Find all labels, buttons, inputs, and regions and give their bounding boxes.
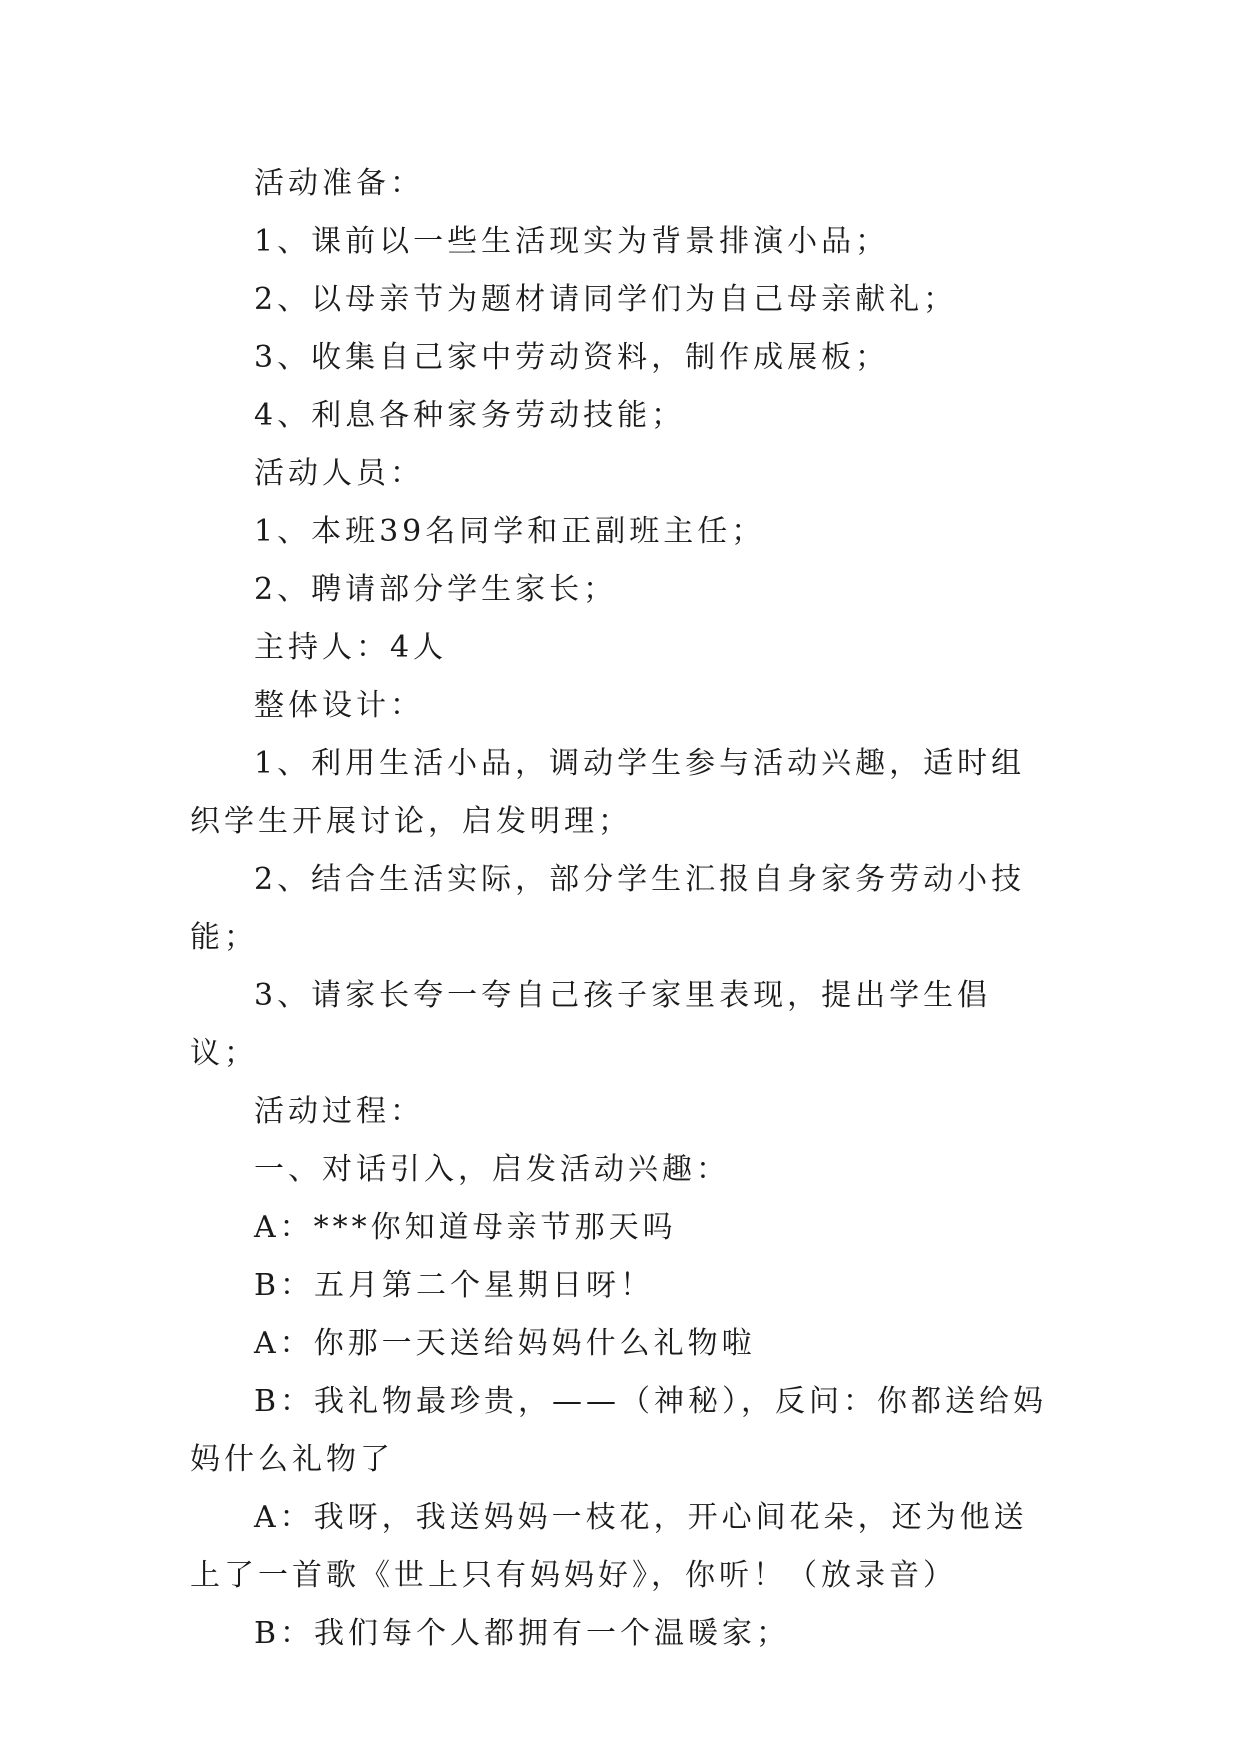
section-heading-preparation: 活动准备：: [254, 166, 424, 201]
dialogue-line: A：***你知道母亲节那天吗: [254, 1210, 677, 1245]
list-item: 2、聘请部分学生家长；: [254, 572, 618, 607]
dialogue-line: B：五月第二个星期日呀！: [254, 1268, 655, 1303]
dialogue-line: B：我礼物最珍贵，——（神秘），反问：你都送给妈妈什么礼物了: [190, 1384, 1048, 1477]
list-item: 3、请家长夸一夸自己孩子家里表现，提出学生倡议；: [190, 978, 992, 1071]
section-heading-design: 整体设计：: [254, 688, 424, 723]
list-item: 2、以母亲节为题材请同学们为自己母亲献礼；: [254, 282, 958, 317]
section-heading-process: 活动过程：: [254, 1094, 424, 1129]
list-item: 2、结合生活实际，部分学生汇报自身家务劳动小技能；: [190, 862, 1026, 955]
list-item: 1、本班39名同学和正副班主任；: [254, 514, 766, 549]
dialogue-line: A：你那一天送给妈妈什么礼物啦: [254, 1326, 756, 1361]
dialogue-line: B：我们每个人都拥有一个温暖家；: [254, 1616, 791, 1651]
document-body: [190, 155, 1050, 1663]
section-heading-participants: 活动人员：: [254, 456, 424, 491]
list-item: 4、利息各种家务劳动技能；: [254, 398, 686, 433]
list-item: 1、利用生活小品，调动学生参与活动兴趣，适时组织学生开展讨论，启发明理；: [190, 746, 1026, 839]
list-item: 3、收集自己家中劳动资料，制作成展板；: [254, 340, 890, 375]
list-item: 1、课前以一些生活现实为背景排演小品；: [254, 224, 890, 259]
host-line: 主持人：4人: [254, 630, 448, 665]
subsection-heading: 一、对话引入，启发活动兴趣：: [254, 1152, 730, 1187]
dialogue-line: A：我呀，我送妈妈一枝花，开心间花朵，还为他送上了一首歌《世上只有妈妈好》，你听！（放录音）: [190, 1500, 1028, 1593]
